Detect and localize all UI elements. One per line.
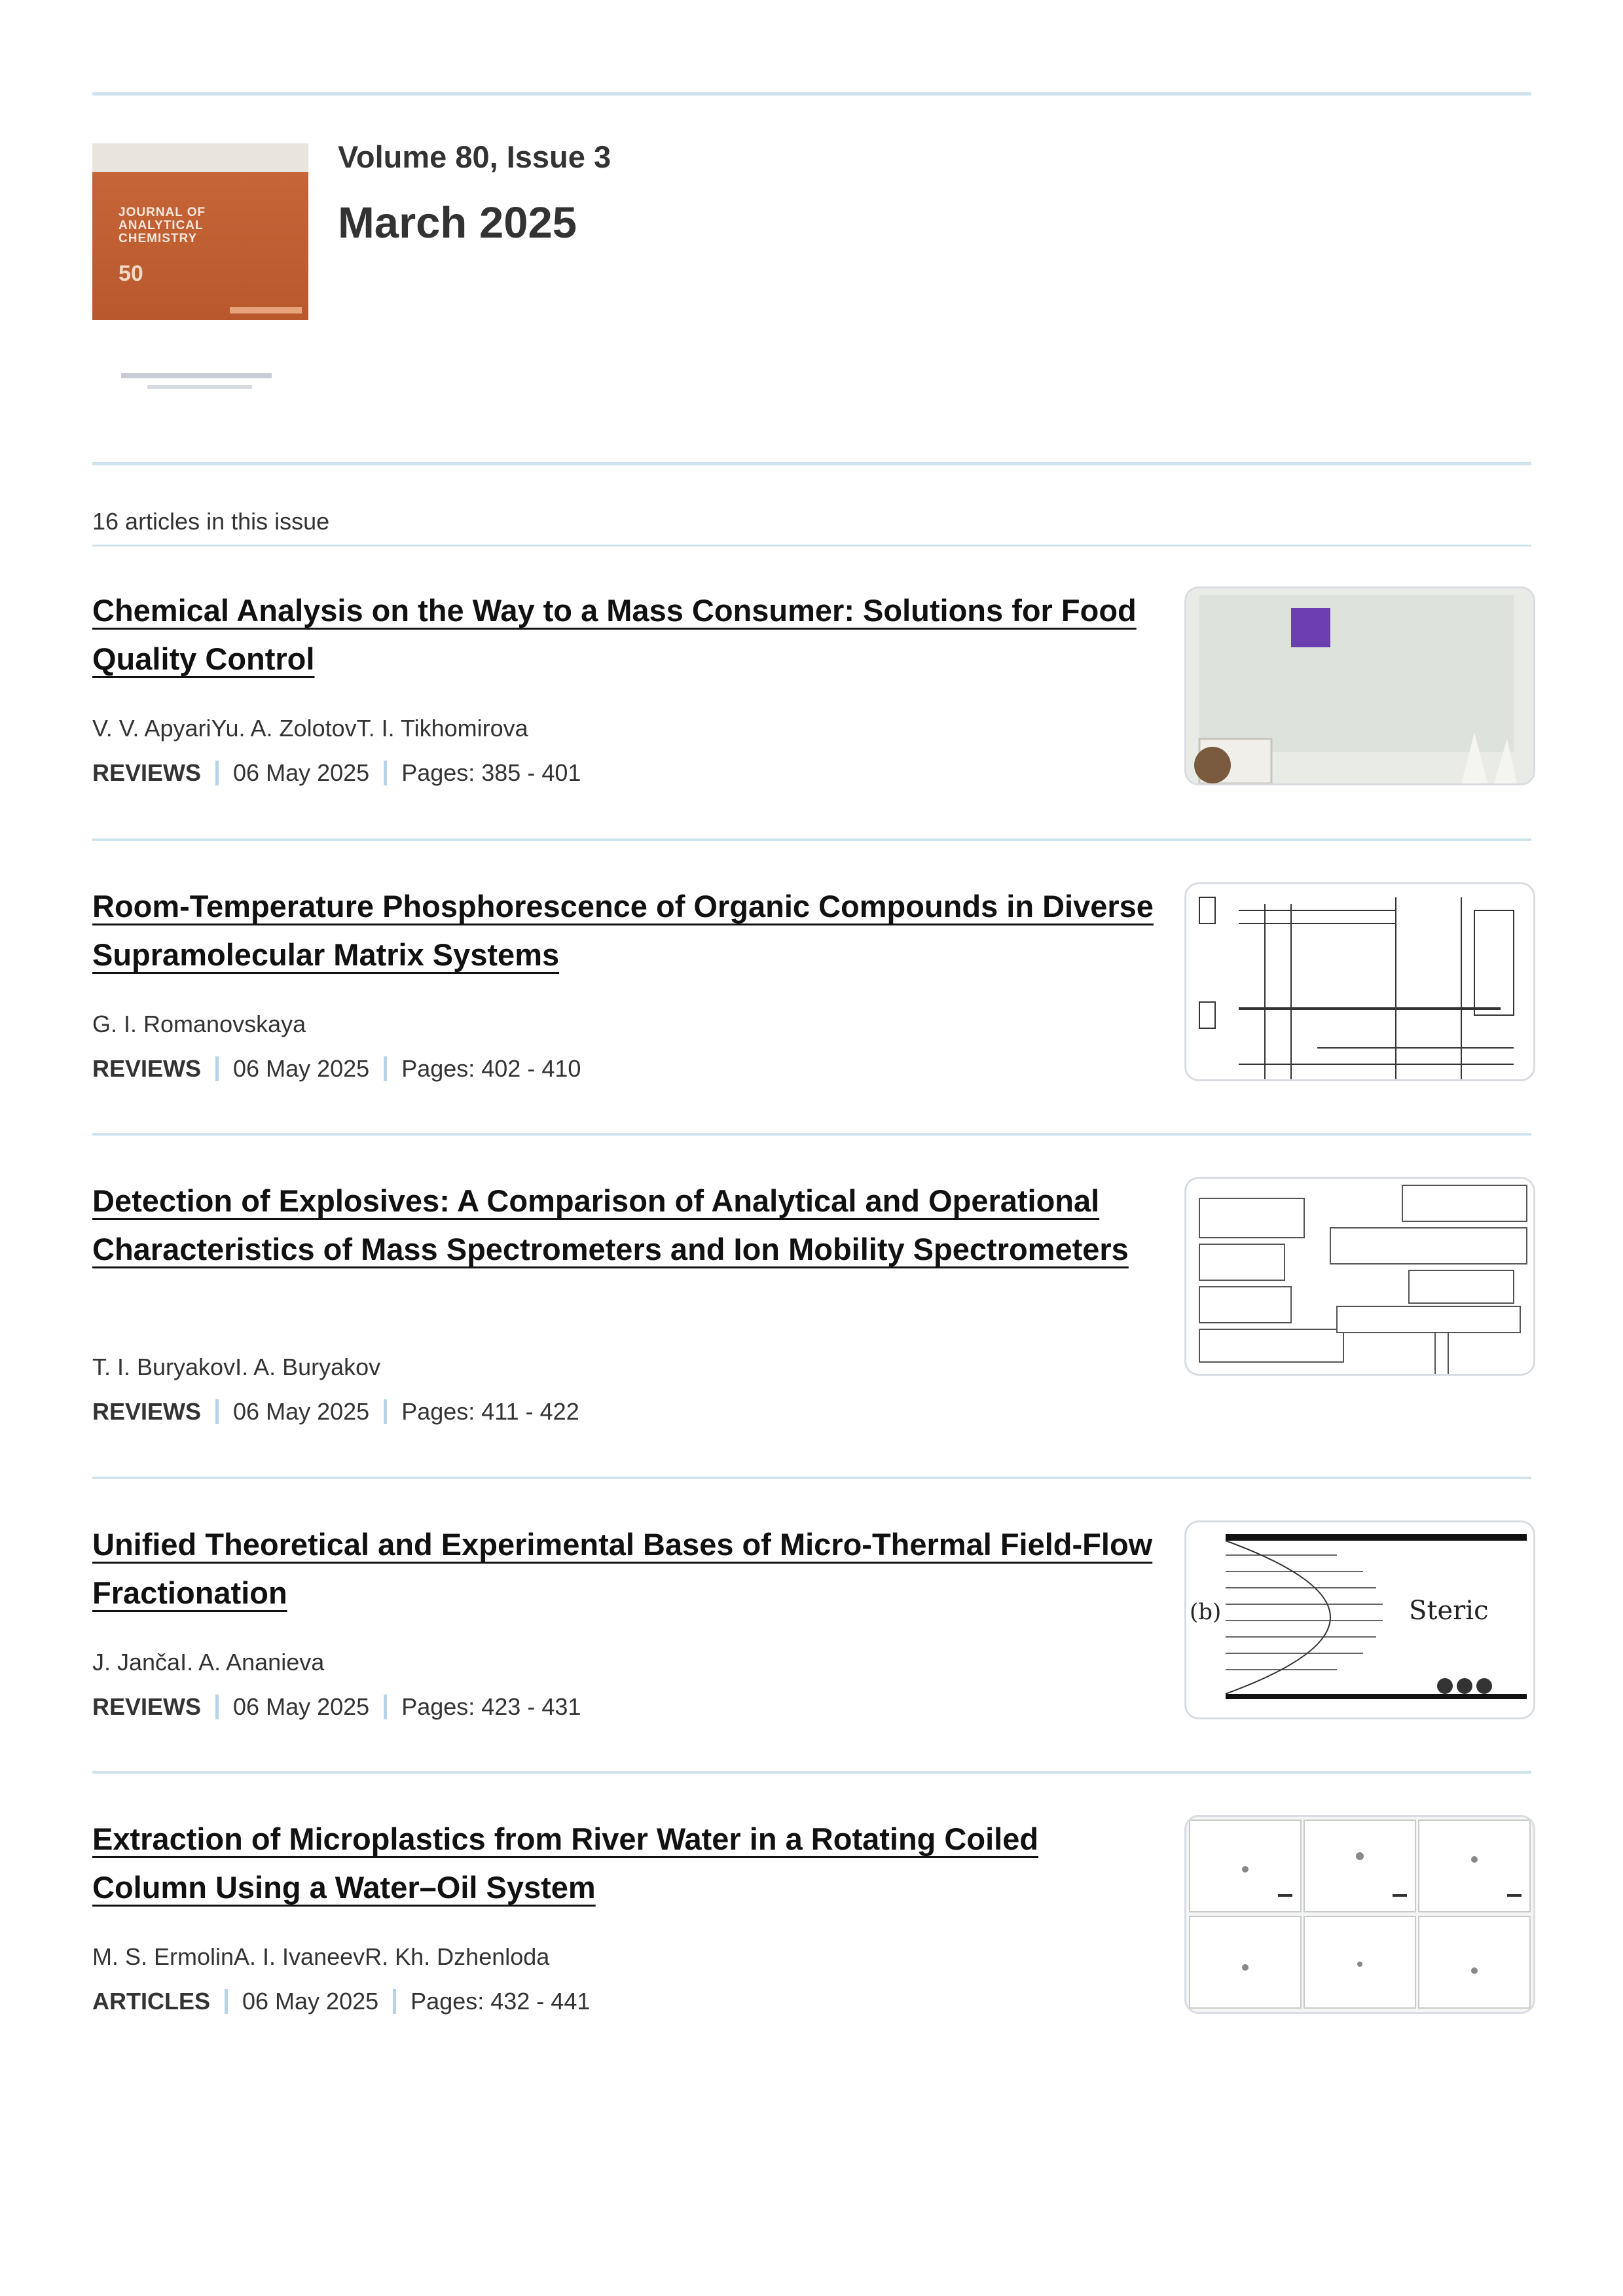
article-type: REVIEWS xyxy=(92,1693,202,1720)
article-divider xyxy=(92,1771,1531,1774)
thumb-label: (b) xyxy=(1190,1599,1222,1625)
issue-date: March 2025 xyxy=(338,198,577,247)
article-title[interactable]: Extraction of Microplastics from River Water in a Rotating Coiled Column Using a Water–Oil System xyxy=(92,1821,1039,1905)
article-thumbnail[interactable] xyxy=(1184,586,1535,785)
article-date: 06 May 2025 xyxy=(233,759,370,786)
article-thumbnail[interactable] xyxy=(1184,1520,1535,1719)
article-authors: V. V. ApyariYu. A. ZolotovT. I. Tikhomirova xyxy=(92,715,528,742)
article-title[interactable]: Chemical Analysis on the Way to a Mass Consumer: Solutions for Food Quality Control xyxy=(92,593,1137,676)
count-divider xyxy=(92,545,1531,547)
article-title[interactable]: Detection of Explosives: A Comparison of Analytical and Operational Characteristics of Mass Spectrometers and Ion Mobility Spectrometers xyxy=(92,1183,1129,1266)
top-rule xyxy=(92,92,1531,96)
article-type: REVIEWS xyxy=(92,1398,202,1425)
article-title[interactable]: Unified Theoretical and Experimental Bases of Micro-Thermal Field-Flow Fractionation xyxy=(92,1527,1153,1610)
article-divider xyxy=(92,1133,1531,1136)
article-date: 06 May 2025 xyxy=(242,1988,379,2015)
article-meta xyxy=(92,1988,590,2015)
issue-volume: Volume 80, Issue 3 xyxy=(338,139,611,174)
article-meta xyxy=(92,1055,581,1083)
article-thumbnail[interactable] xyxy=(1184,882,1535,1081)
article-authors: G. I. Romanovskaya xyxy=(92,1011,306,1037)
publisher-logo xyxy=(121,373,285,406)
article-type: ARTICLES xyxy=(92,1988,210,2015)
article-date: 06 May 2025 xyxy=(233,1693,370,1720)
article-pages: Pages: 423 - 431 xyxy=(401,1693,581,1720)
articles-count: 16 articles in this issue xyxy=(92,508,330,535)
thumb-label: Steric xyxy=(1409,1596,1489,1626)
article-type: REVIEWS xyxy=(92,759,202,786)
journal-cover-image[interactable] xyxy=(92,143,308,320)
article-type: REVIEWS xyxy=(92,1055,202,1082)
article-divider xyxy=(92,1477,1531,1479)
article-pages: Pages: 402 - 410 xyxy=(401,1055,581,1082)
article-authors: T. I. BuryakovI. A. Buryakov xyxy=(92,1354,381,1380)
cover-title: JOURNAL OF ANALYTICAL CHEMISTRY xyxy=(119,206,206,245)
header-divider xyxy=(92,462,1531,465)
article-pages: Pages: 385 - 401 xyxy=(401,759,581,786)
article-pages: Pages: 411 - 422 xyxy=(401,1398,579,1425)
article-meta xyxy=(92,759,581,787)
article-date: 06 May 2025 xyxy=(233,1398,370,1425)
article-authors: M. S. ErmolinA. I. IvaneevR. Kh. Dzhenloda xyxy=(92,1943,550,1970)
article-thumbnail[interactable] xyxy=(1184,1815,1535,2014)
article-divider xyxy=(92,838,1531,841)
article-thumbnail[interactable] xyxy=(1184,1177,1535,1376)
article-date: 06 May 2025 xyxy=(233,1055,370,1082)
article-authors: J. JančaI. A. Ananieva xyxy=(92,1649,325,1676)
article-meta xyxy=(92,1693,581,1721)
cover-number: 50 xyxy=(119,261,143,286)
article-pages: Pages: 432 - 441 xyxy=(410,1988,591,2015)
article-title[interactable]: Room-Temperature Phosphorescence of Organic Compounds in Diverse Supramolecular Matrix Systems xyxy=(92,889,1154,972)
article-meta xyxy=(92,1398,579,1426)
